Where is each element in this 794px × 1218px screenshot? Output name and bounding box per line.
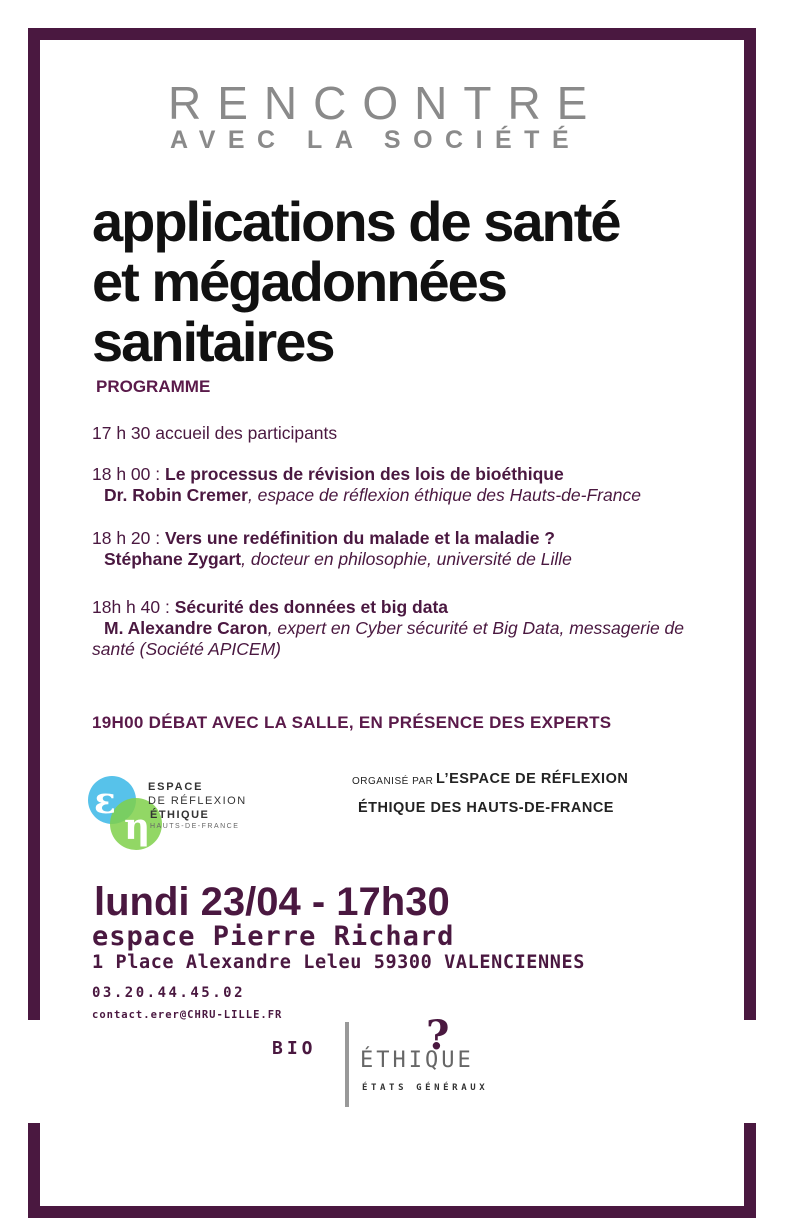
- event-phone: 03.20.44.45.02: [92, 985, 246, 1001]
- question-mark-icon: ?: [426, 1012, 450, 1059]
- item-speaker: Dr. Robin Cremer: [104, 485, 248, 505]
- title-line-2: et mégadonnées: [92, 250, 506, 313]
- item-affiliation-continued: santé (Société APICEM): [92, 639, 282, 659]
- header-avec-la-societe: AVEC LA SOCIÉTÉ: [170, 126, 582, 154]
- organiser-line-1: L’ESPACE DE RÉFLEXION: [436, 771, 629, 787]
- debat-announcement: 19H00 DÉBAT AVEC LA SALLE, EN PRÉSENCE DES EXPERTS: [92, 713, 612, 732]
- item-affiliation: , expert en Cyber sécurité et Big Data, messagerie de: [267, 618, 685, 638]
- logo-n-glyph-icon: η: [124, 806, 151, 848]
- organiser-line-2: ÉTHIQUE DES HAUTS-DE-FRANCE: [358, 800, 614, 816]
- item-topic: Sécurité des données et big data: [174, 597, 449, 617]
- item-affiliation: , docteur en philosophie, université de Lille: [241, 549, 572, 569]
- programme-item-accueil: [92, 423, 337, 444]
- item-time: 18 h 20 :: [92, 528, 161, 548]
- event-title: [92, 192, 620, 372]
- logo-text-region: HAUTS-DE-FRANCE: [150, 823, 240, 830]
- programme-item-securite: [92, 597, 684, 660]
- event-date: lundi 23/04 - 17h30: [94, 880, 450, 924]
- item-time: 18h h 40 :: [92, 597, 170, 617]
- event-venue: espace Pierre Richard: [92, 921, 455, 952]
- programme-item-bioethique: [92, 464, 641, 506]
- item-affiliation: , espace de réflexion éthique des Hauts-de-France: [247, 485, 641, 505]
- event-email: contact.erer@CHRU-LILLE.FR: [92, 1009, 283, 1021]
- logo-text-ethique: ÉTHIQUE: [150, 809, 210, 821]
- footer-logo-etats-generaux: ÉTATS GÉNÉRAUX: [362, 1083, 489, 1093]
- item-speaker: Stéphane Zygart: [104, 549, 242, 569]
- logo-text-reflexion: DE RÉFLEXION: [148, 795, 247, 807]
- title-line-3: sanitaires: [92, 310, 334, 373]
- footer-logo-bio: BIO: [272, 1038, 317, 1059]
- logo-text-espace: ESPACE: [148, 781, 204, 793]
- logo-e-glyph-icon: ɛ: [94, 780, 116, 822]
- item-topic: Le processus de révision des lois de bioéthique: [165, 464, 564, 484]
- item-speaker: M. Alexandre Caron: [104, 618, 268, 638]
- footer-logo-divider: [345, 1022, 349, 1107]
- footer-logo-ethique: ÉTHIQUE: [360, 1048, 474, 1073]
- programme-item-malade: [92, 528, 572, 570]
- title-line-1: applications de santé: [92, 190, 620, 253]
- organise-par-label: ORGANISÉ PAR: [352, 776, 434, 787]
- programme-heading: PROGRAMME: [96, 377, 211, 396]
- event-address: 1 Place Alexandre Leleu 59300 VALENCIENNES: [92, 952, 585, 973]
- header-rencontre: RENCONTRE: [168, 77, 604, 129]
- item-time: 17 h 30 accueil des participants: [92, 423, 338, 443]
- item-topic: Vers une redéfinition du malade et la maladie ?: [165, 528, 555, 548]
- item-time: 18 h 00 :: [92, 464, 161, 484]
